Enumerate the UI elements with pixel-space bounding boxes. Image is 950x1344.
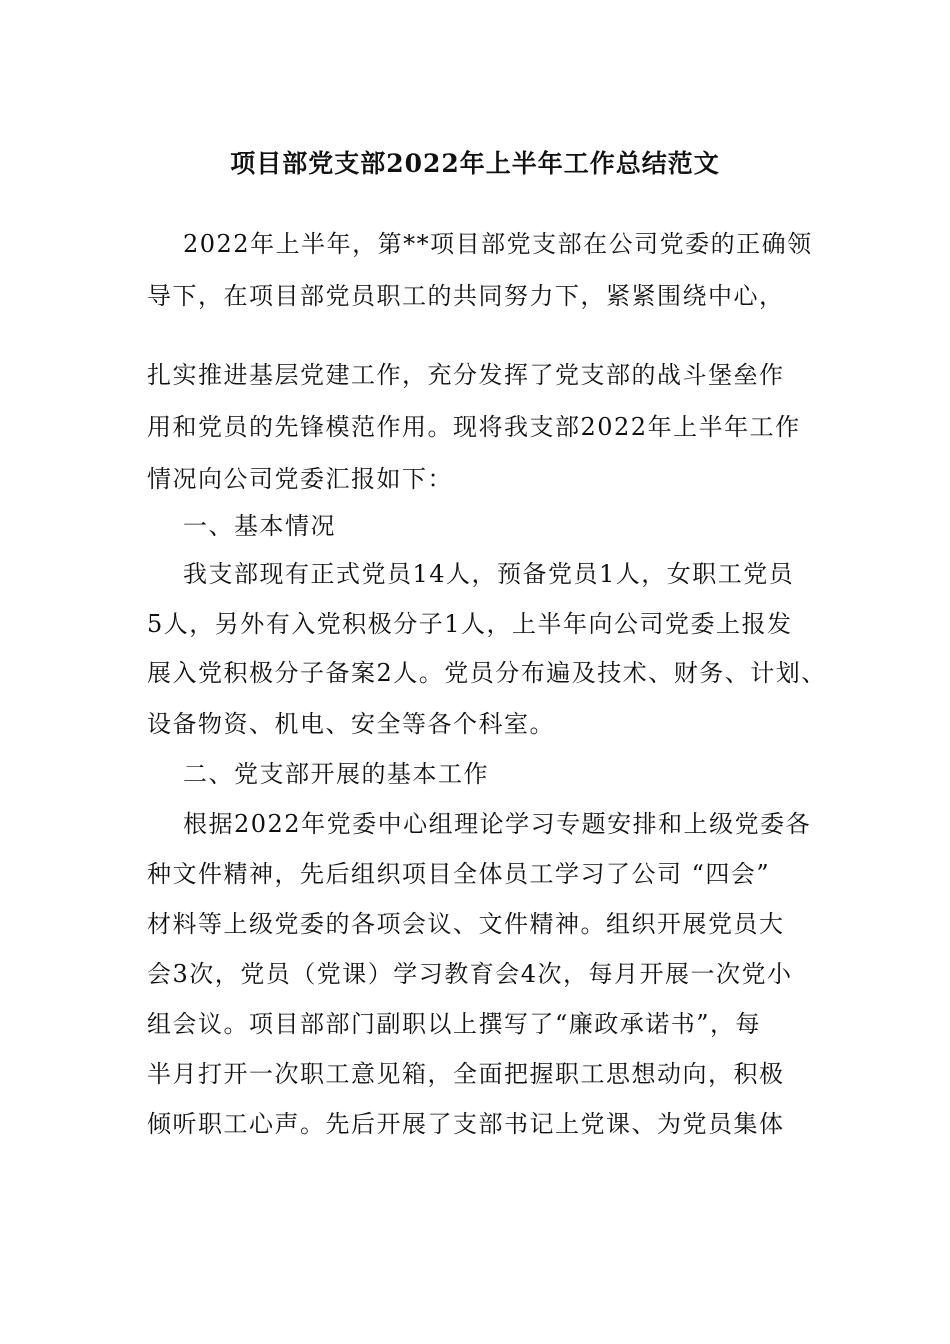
document-title: 项目部党支部2022年上半年工作总结范文: [230, 149, 720, 178]
section-heading: 一、基本情况: [183, 512, 336, 540]
body-line: 材料等上级党委的各项会议、文件精神。组织开展党员大: [147, 910, 785, 938]
body-line: 种文件精神，先后组织项目全体员工学习了公司 “四会”: [147, 860, 771, 888]
section-heading: 二、党支部开展的基本工作: [183, 760, 489, 788]
body-line: 组会议。项目部部门副职以上撰写了“廉政承诺书”，每: [147, 1010, 762, 1038]
body-line: 倾听职工心声。先后开展了支部书记上党课、为党员集体: [147, 1110, 785, 1138]
body-line: 扎实推进基层党建工作，充分发挥了党支部的战斗堡垒作: [147, 361, 785, 389]
body-line: 2022年上半年，第**项目部党支部在公司党委的正确领: [183, 230, 813, 258]
body-line: 设备物资、机电、安全等各个科室。: [147, 710, 555, 738]
body-line: 我支部现有正式党员14人，预备党员1人，女职工党员: [183, 560, 795, 588]
body-line: 半月打开一次职工意见箱，全面把握职工思想动向，积极: [147, 1060, 785, 1088]
body-line: 5人，另外有入党积极分子1人，上半年向公司党委上报发: [147, 610, 793, 638]
body-line: 用和党员的先锋模范作用。现将我支部2022年上半年工作: [147, 413, 801, 441]
body-line: 情况向公司党委汇报如下：: [147, 465, 453, 493]
body-line: 导下，在项目部党员职工的共同努力下，紧紧围绕中心，: [147, 282, 785, 310]
body-line: 展入党积极分子备案2人。党员分布遍及技术、财务、计划、: [147, 659, 827, 687]
body-line: 根据2022年党委中心组理论学习专题安排和上级党委各: [183, 810, 812, 838]
body-line: 会3次，党员（党课）学习教育会4次，每月开展一次党小: [147, 960, 793, 988]
